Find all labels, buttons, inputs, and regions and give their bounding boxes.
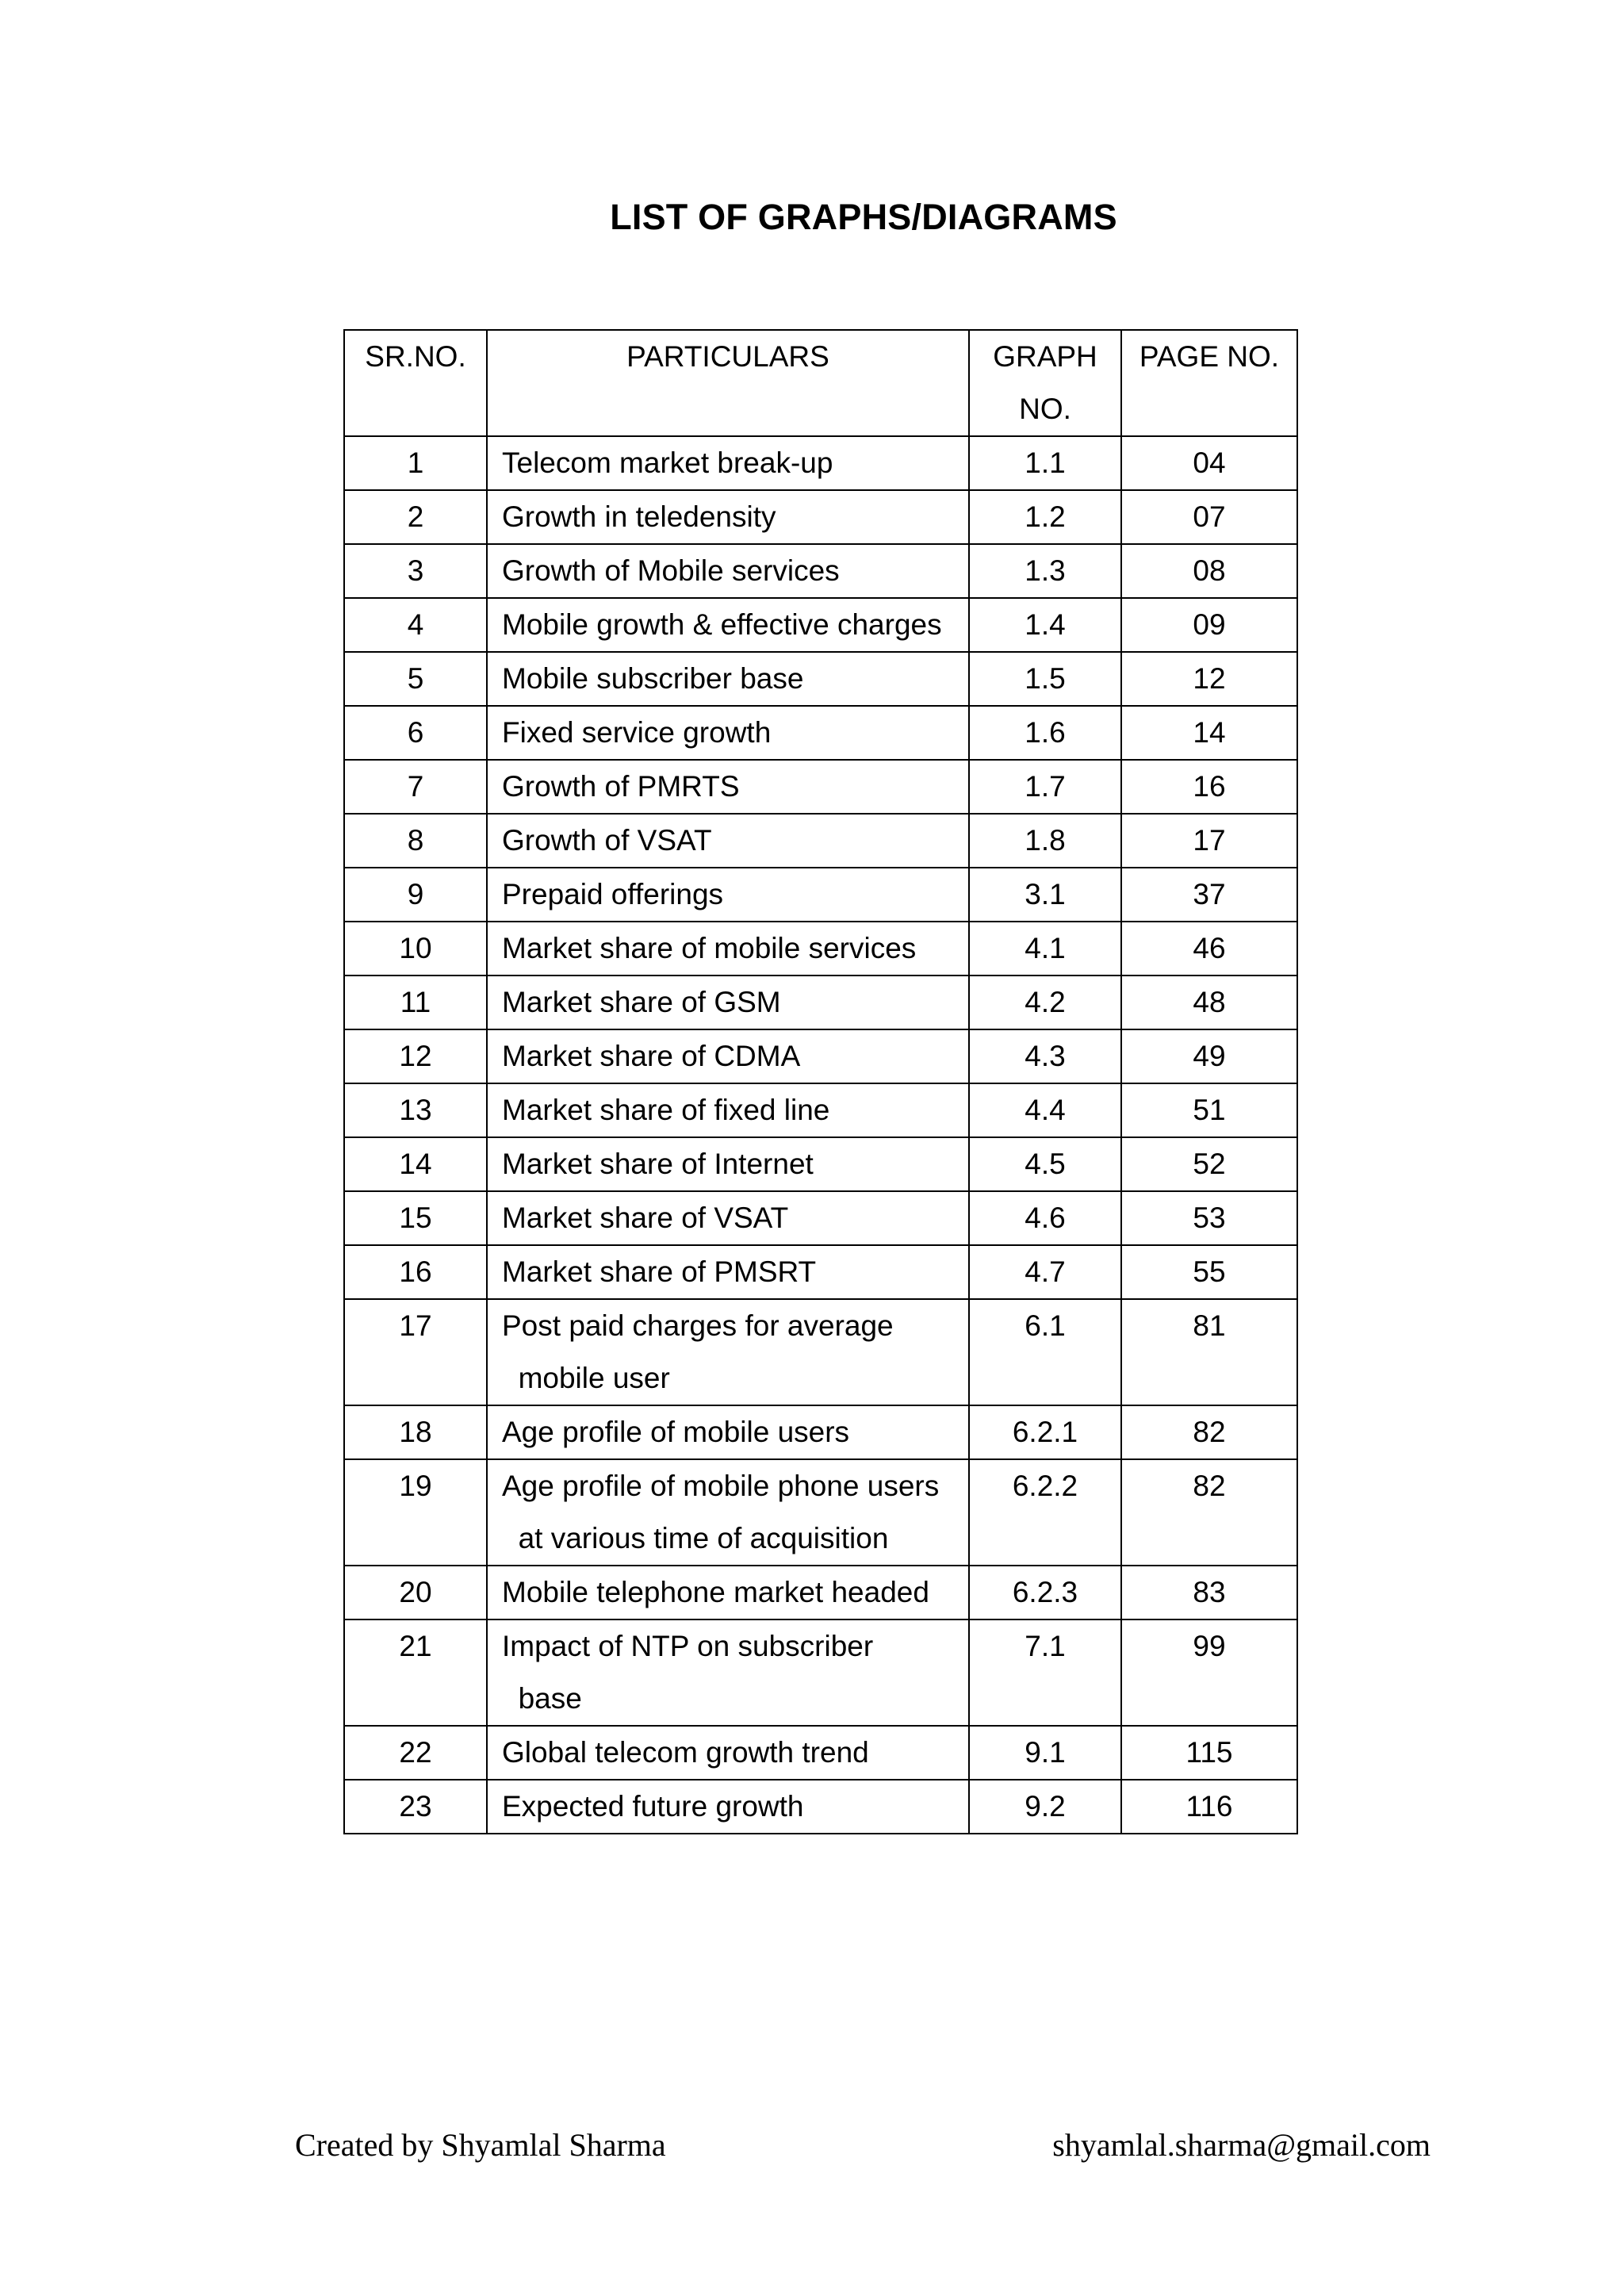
cell-graph-no: 4.1: [969, 922, 1121, 976]
cell-sr-no: 8: [344, 814, 487, 868]
cell-particulars: Age profile of mobile phone users at various time of acquisition: [487, 1459, 969, 1566]
table-row: [344, 922, 1297, 976]
cell-sr-no: 21: [344, 1619, 487, 1726]
cell-particulars: Mobile telephone market headed: [487, 1566, 969, 1619]
table-row: [344, 814, 1297, 868]
table-row: [344, 1083, 1297, 1137]
cell-particulars: Age profile of mobile users: [487, 1405, 969, 1459]
table-row: [344, 436, 1297, 490]
cell-graph-no: 6.2.2: [969, 1459, 1121, 1566]
cell-sr-no: 23: [344, 1780, 487, 1834]
cell-page-no: 48: [1121, 976, 1297, 1029]
table-row: [344, 1405, 1297, 1459]
cell-particulars: Growth of PMRTS: [487, 760, 969, 814]
footer-author: Created by Shyamlal Sharma: [295, 2127, 666, 2163]
table-row: [344, 1459, 1297, 1566]
table-row: [344, 760, 1297, 814]
cell-page-no: 12: [1121, 652, 1297, 706]
cell-sr-no: 10: [344, 922, 487, 976]
table-row: [344, 976, 1297, 1029]
cell-sr-no: 11: [344, 976, 487, 1029]
table-header-row: [344, 330, 1297, 436]
table-row: [344, 706, 1297, 760]
table-row: [344, 490, 1297, 544]
table-row: [344, 1029, 1297, 1083]
header-particulars: PARTICULARS: [487, 330, 969, 436]
cell-graph-no: 1.8: [969, 814, 1121, 868]
cell-page-no: 46: [1121, 922, 1297, 976]
cell-particulars: Expected future growth: [487, 1780, 969, 1834]
cell-particulars: Market share of VSAT: [487, 1191, 969, 1245]
cell-page-no: 82: [1121, 1405, 1297, 1459]
cell-sr-no: 6: [344, 706, 487, 760]
cell-particulars: Market share of CDMA: [487, 1029, 969, 1083]
cell-sr-no: 13: [344, 1083, 487, 1137]
cell-particulars: Post paid charges for average mobile user: [487, 1299, 969, 1405]
cell-particulars: Mobile subscriber base: [487, 652, 969, 706]
cell-graph-no: 1.4: [969, 598, 1121, 652]
cell-graph-no: 4.2: [969, 976, 1121, 1029]
cell-sr-no: 15: [344, 1191, 487, 1245]
cell-sr-no: 17: [344, 1299, 487, 1405]
table-row: [344, 1619, 1297, 1726]
table-row: [344, 1566, 1297, 1619]
cell-page-no: 07: [1121, 490, 1297, 544]
cell-sr-no: 12: [344, 1029, 487, 1083]
cell-sr-no: 4: [344, 598, 487, 652]
cell-particulars: Market share of mobile services: [487, 922, 969, 976]
table-row: [344, 1299, 1297, 1405]
table-row: [344, 868, 1297, 922]
cell-particulars: Mobile growth & effective charges: [487, 598, 969, 652]
cell-graph-no: 1.6: [969, 706, 1121, 760]
cell-graph-no: 4.7: [969, 1245, 1121, 1299]
cell-page-no: 82: [1121, 1459, 1297, 1566]
cell-sr-no: 16: [344, 1245, 487, 1299]
cell-page-no: 37: [1121, 868, 1297, 922]
page-title: LIST OF GRAPHS/DIAGRAMS: [610, 197, 1117, 237]
table-row: [344, 544, 1297, 598]
cell-particulars: Impact of NTP on subscriber base: [487, 1619, 969, 1726]
cell-page-no: 55: [1121, 1245, 1297, 1299]
table-row: [344, 1780, 1297, 1834]
cell-graph-no: 1.2: [969, 490, 1121, 544]
cell-graph-no: 1.5: [969, 652, 1121, 706]
table-row: [344, 1726, 1297, 1780]
cell-graph-no: 4.5: [969, 1137, 1121, 1191]
cell-page-no: 99: [1121, 1619, 1297, 1726]
cell-sr-no: 9: [344, 868, 487, 922]
cell-graph-no: 1.7: [969, 760, 1121, 814]
cell-graph-no: 9.1: [969, 1726, 1121, 1780]
table-row: [344, 1245, 1297, 1299]
cell-page-no: 52: [1121, 1137, 1297, 1191]
table-row: [344, 1191, 1297, 1245]
table-row: [344, 1137, 1297, 1191]
cell-graph-no: 1.3: [969, 544, 1121, 598]
cell-particulars: Market share of fixed line: [487, 1083, 969, 1137]
cell-sr-no: 1: [344, 436, 487, 490]
header-sr-no: SR.NO.: [344, 330, 487, 436]
cell-page-no: 53: [1121, 1191, 1297, 1245]
cell-graph-no: 9.2: [969, 1780, 1121, 1834]
cell-particulars: Global telecom growth trend: [487, 1726, 969, 1780]
cell-graph-no: 1.1: [969, 436, 1121, 490]
cell-graph-no: 4.4: [969, 1083, 1121, 1137]
cell-page-no: 16: [1121, 760, 1297, 814]
cell-page-no: 04: [1121, 436, 1297, 490]
cell-sr-no: 19: [344, 1459, 487, 1566]
cell-particulars: Telecom market break-up: [487, 436, 969, 490]
cell-sr-no: 22: [344, 1726, 487, 1780]
cell-page-no: 116: [1121, 1780, 1297, 1834]
cell-page-no: 49: [1121, 1029, 1297, 1083]
cell-graph-no: 4.3: [969, 1029, 1121, 1083]
cell-sr-no: 2: [344, 490, 487, 544]
cell-particulars: Market share of PMSRT: [487, 1245, 969, 1299]
table-row: [344, 598, 1297, 652]
cell-graph-no: 6.1: [969, 1299, 1121, 1405]
cell-page-no: 115: [1121, 1726, 1297, 1780]
header-page-no: PAGE NO.: [1121, 330, 1297, 436]
cell-particulars: Prepaid offerings: [487, 868, 969, 922]
cell-page-no: 81: [1121, 1299, 1297, 1405]
footer-email: shyamlal.sharma@gmail.com: [1052, 2127, 1431, 2163]
cell-particulars: Growth of Mobile services: [487, 544, 969, 598]
cell-page-no: 51: [1121, 1083, 1297, 1137]
cell-page-no: 14: [1121, 706, 1297, 760]
cell-particulars: Growth of VSAT: [487, 814, 969, 868]
cell-graph-no: 6.2.3: [969, 1566, 1121, 1619]
cell-sr-no: 3: [344, 544, 487, 598]
table-row: [344, 652, 1297, 706]
cell-page-no: 09: [1121, 598, 1297, 652]
cell-sr-no: 18: [344, 1405, 487, 1459]
cell-page-no: 83: [1121, 1566, 1297, 1619]
cell-particulars: Market share of Internet: [487, 1137, 969, 1191]
cell-particulars: Market share of GSM: [487, 976, 969, 1029]
cell-graph-no: 6.2.1: [969, 1405, 1121, 1459]
graphs-table: [343, 329, 1298, 1834]
cell-page-no: 17: [1121, 814, 1297, 868]
cell-particulars: Fixed service growth: [487, 706, 969, 760]
cell-graph-no: 4.6: [969, 1191, 1121, 1245]
cell-sr-no: 7: [344, 760, 487, 814]
cell-particulars: Growth in teledensity: [487, 490, 969, 544]
cell-graph-no: 7.1: [969, 1619, 1121, 1726]
cell-sr-no: 14: [344, 1137, 487, 1191]
cell-sr-no: 5: [344, 652, 487, 706]
cell-page-no: 08: [1121, 544, 1297, 598]
cell-graph-no: 3.1: [969, 868, 1121, 922]
header-graph-no: GRAPH NO.: [969, 330, 1121, 436]
cell-sr-no: 20: [344, 1566, 487, 1619]
